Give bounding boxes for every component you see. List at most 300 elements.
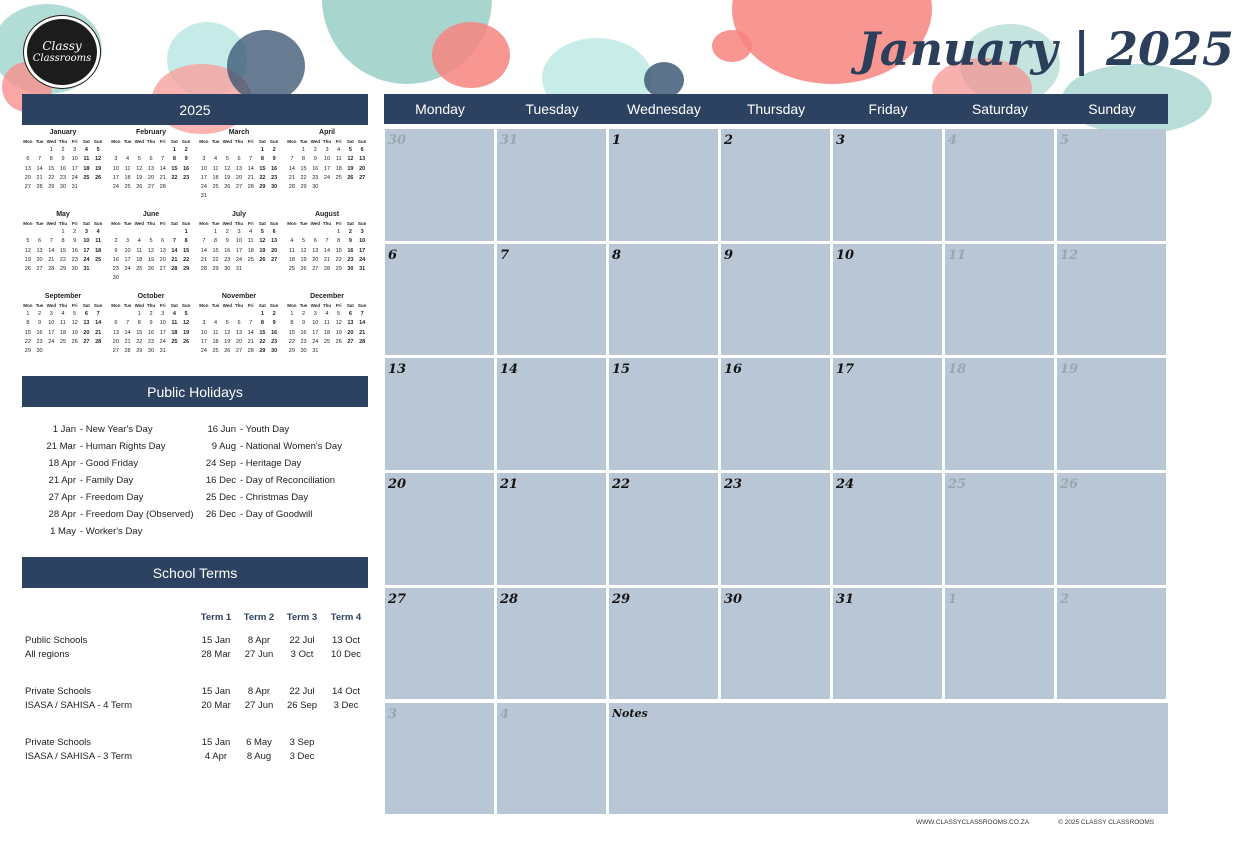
term-date: 4 Apr bbox=[204, 751, 228, 762]
mini-day: 30 bbox=[347, 266, 354, 273]
mini-day: 2 bbox=[38, 311, 42, 317]
mini-weekday: Sat bbox=[258, 139, 266, 144]
mini-day: 19 bbox=[259, 247, 266, 254]
mini-day: 24 bbox=[359, 256, 366, 263]
mini-day: 22 bbox=[212, 256, 219, 263]
day-cell[interactable] bbox=[833, 129, 942, 241]
mini-day: 14 bbox=[95, 320, 102, 327]
mini-day: 8 bbox=[260, 320, 264, 327]
mini-day: 26 bbox=[95, 174, 102, 181]
mini-day: 25 bbox=[212, 348, 219, 355]
mini-month-name: July bbox=[231, 211, 246, 218]
day-number: 24 bbox=[836, 477, 855, 493]
weekday-monday: Monday bbox=[415, 101, 465, 117]
weekday-friday: Friday bbox=[868, 101, 908, 117]
mini-day: 3 bbox=[325, 147, 329, 153]
mini-weekday: Sun bbox=[269, 221, 279, 226]
day-cell[interactable] bbox=[833, 473, 942, 585]
mini-day: 23 bbox=[300, 338, 307, 345]
mini-day: 10 bbox=[200, 165, 207, 172]
mini-month bbox=[22, 128, 104, 192]
mini-day: 5 bbox=[302, 238, 306, 245]
year-band bbox=[22, 94, 368, 125]
mini-day: 17 bbox=[48, 329, 55, 336]
day-cell[interactable] bbox=[721, 588, 830, 700]
mini-day: 21 bbox=[247, 338, 254, 345]
mini-day: 9 bbox=[272, 320, 276, 327]
mini-day: 4 bbox=[325, 311, 329, 317]
mini-day: 20 bbox=[271, 247, 278, 254]
mini-day: 20 bbox=[147, 174, 155, 181]
mini-day: 5 bbox=[225, 156, 229, 163]
mini-weekday: Wed bbox=[222, 221, 232, 226]
mini-month bbox=[22, 210, 104, 274]
mini-month bbox=[286, 292, 368, 356]
mini-day: 24 bbox=[312, 338, 319, 345]
day-cell[interactable] bbox=[385, 129, 494, 241]
mini-day: 13 bbox=[159, 247, 166, 254]
mini-day: 15 bbox=[288, 329, 295, 336]
terms-band bbox=[22, 557, 368, 588]
day-cell[interactable] bbox=[609, 358, 718, 470]
mini-day: 4 bbox=[84, 147, 88, 153]
mini-day: 26 bbox=[224, 184, 231, 191]
holiday-date: 16 Dec bbox=[205, 475, 236, 486]
mini-day bbox=[45, 228, 57, 237]
mini-day: 27 bbox=[83, 338, 90, 345]
day-number: 12 bbox=[1060, 247, 1079, 263]
day-number: 4 bbox=[500, 706, 510, 722]
mini-weekday: Tue bbox=[299, 139, 308, 144]
mini-day: 29 bbox=[300, 184, 307, 191]
mini-day: 6 bbox=[38, 238, 42, 245]
logo-line-2: Classrooms bbox=[32, 52, 92, 64]
mini-day: 12 bbox=[183, 320, 190, 327]
mini-day: 10 bbox=[83, 238, 90, 245]
holiday-item bbox=[202, 492, 308, 503]
holiday-date: 24 Sep bbox=[205, 458, 236, 469]
mini-day: 21 bbox=[323, 256, 331, 263]
mini-weekday: Fri bbox=[159, 221, 166, 226]
mini-weekday-row bbox=[286, 302, 368, 310]
mini-day: 7 bbox=[360, 311, 364, 317]
mini-day: 29 bbox=[335, 266, 342, 273]
mini-day: 6 bbox=[26, 156, 30, 163]
mini-day bbox=[286, 228, 298, 237]
mini-month-name: April bbox=[319, 129, 335, 136]
mini-day bbox=[198, 228, 210, 237]
mini-day: 14 bbox=[247, 165, 254, 172]
mini-weekday: Sat bbox=[346, 303, 354, 308]
mini-day: 28 bbox=[359, 338, 366, 345]
mini-day: 6 bbox=[237, 156, 241, 163]
mini-day: 30 bbox=[300, 348, 307, 355]
mini-weekday: Thu bbox=[322, 221, 332, 226]
mini-weekday: Sun bbox=[181, 139, 191, 144]
day-cell[interactable] bbox=[1057, 244, 1166, 356]
mini-day bbox=[122, 228, 134, 237]
mini-day: 26 bbox=[335, 338, 342, 345]
mini-day: 23 bbox=[312, 174, 319, 181]
mini-day: 11 bbox=[324, 320, 330, 327]
mini-day: 31 bbox=[83, 266, 90, 273]
mini-day: 13 bbox=[83, 320, 90, 327]
day-number: 22 bbox=[612, 477, 631, 493]
mini-day: 6 bbox=[360, 147, 364, 153]
mini-day: 19 bbox=[95, 165, 102, 172]
mini-weekday: Fri bbox=[247, 139, 254, 144]
day-cell[interactable] bbox=[385, 703, 494, 815]
mini-day: 15 bbox=[300, 165, 307, 172]
mini-day: 15 bbox=[48, 165, 55, 172]
mini-day: 3 bbox=[73, 147, 77, 153]
mini-days bbox=[198, 310, 280, 356]
mini-day: 2 bbox=[313, 147, 317, 153]
mini-day: 7 bbox=[325, 238, 329, 245]
mini-day: 1 bbox=[49, 147, 53, 153]
term-date: 14 Oct bbox=[332, 686, 360, 697]
mini-day: 12 bbox=[147, 247, 155, 254]
day-cell[interactable] bbox=[721, 473, 830, 585]
day-number: 4 bbox=[948, 133, 958, 148]
mini-weekday: Mon bbox=[287, 303, 297, 308]
mini-day: 26 bbox=[136, 184, 143, 191]
mini-weekday: Wed bbox=[46, 139, 56, 144]
mini-day: 18 bbox=[83, 165, 90, 172]
day-number: 21 bbox=[500, 477, 519, 493]
term-date: 3 Dec bbox=[333, 700, 359, 711]
day-cell[interactable] bbox=[497, 244, 606, 356]
mini-day: 24 bbox=[200, 348, 207, 355]
mini-day: 31 bbox=[159, 348, 166, 355]
mini-weekday: Mon bbox=[23, 139, 33, 144]
mini-day: 30 bbox=[71, 266, 78, 273]
day-cell[interactable] bbox=[609, 473, 718, 585]
mini-day: 4 bbox=[214, 156, 218, 163]
mini-weekday: Wed bbox=[222, 139, 232, 144]
day-cell[interactable] bbox=[721, 358, 830, 470]
mini-weekday: Mon bbox=[23, 221, 33, 226]
mini-month bbox=[198, 210, 280, 274]
day-cell[interactable] bbox=[1057, 358, 1166, 470]
day-cell[interactable] bbox=[609, 244, 718, 356]
mini-day: 15 bbox=[335, 247, 342, 254]
mini-day: 27 bbox=[159, 266, 166, 273]
mini-month bbox=[110, 292, 192, 356]
mini-day: 27 bbox=[36, 266, 43, 273]
mini-day: 29 bbox=[212, 266, 219, 273]
mini-day: 28 bbox=[323, 266, 331, 273]
mini-day: 10 bbox=[200, 329, 207, 336]
mini-month-name: December bbox=[310, 293, 344, 300]
mini-day: 5 bbox=[149, 238, 153, 245]
mini-weekday-row bbox=[22, 220, 104, 228]
mini-weekday: Sat bbox=[170, 139, 178, 144]
mini-day: 11 bbox=[124, 165, 131, 172]
mini-weekday-row bbox=[22, 302, 104, 310]
mini-days bbox=[110, 228, 192, 284]
holiday-date: 9 Aug bbox=[211, 441, 236, 452]
day-cell[interactable] bbox=[945, 244, 1054, 356]
day-cell[interactable] bbox=[385, 244, 494, 356]
mini-day: 2 bbox=[225, 229, 229, 235]
holiday-name: - Human Rights Day bbox=[80, 441, 166, 452]
mini-day: 11 bbox=[335, 156, 342, 163]
holiday-item bbox=[202, 475, 335, 486]
mini-day: 16 bbox=[312, 165, 319, 172]
mini-day: 30 bbox=[224, 266, 231, 273]
day-cell[interactable] bbox=[945, 358, 1054, 470]
mini-day: 24 bbox=[323, 174, 331, 181]
mini-day: 4 bbox=[126, 156, 130, 163]
mini-day: 30 bbox=[36, 348, 43, 355]
mini-day: 14 bbox=[48, 247, 55, 254]
day-cell[interactable] bbox=[945, 588, 1054, 700]
day-number: 20 bbox=[388, 477, 407, 493]
day-cell[interactable] bbox=[497, 588, 606, 700]
mini-day bbox=[298, 228, 310, 237]
mini-day: 22 bbox=[59, 256, 67, 263]
holiday-name: - Worker's Day bbox=[80, 526, 143, 537]
mini-day: 30 bbox=[147, 348, 155, 355]
day-cell[interactable] bbox=[833, 588, 942, 700]
holiday-item bbox=[30, 424, 153, 435]
mini-day: 24 bbox=[112, 184, 119, 191]
mini-day: 26 bbox=[183, 338, 190, 345]
mini-day: 6 bbox=[237, 320, 241, 327]
day-cell[interactable] bbox=[385, 588, 494, 700]
mini-day: 23 bbox=[112, 266, 119, 273]
mini-day: 19 bbox=[136, 174, 143, 181]
mini-day bbox=[22, 146, 34, 155]
mini-day: 17 bbox=[235, 247, 243, 254]
mini-weekday: Wed bbox=[46, 303, 56, 308]
mini-day: 13 bbox=[147, 165, 155, 172]
mini-day: 1 bbox=[337, 229, 341, 235]
year-title: 2025 bbox=[179, 101, 211, 118]
mini-weekday-row bbox=[22, 138, 104, 146]
mini-day: 3 bbox=[202, 156, 206, 163]
mini-day: 3 bbox=[161, 311, 165, 317]
mini-day: 29 bbox=[259, 348, 266, 355]
mini-weekday: Tue bbox=[299, 221, 308, 226]
mini-day: 1 bbox=[184, 229, 188, 235]
mini-day: 7 bbox=[249, 156, 253, 163]
mini-day: 7 bbox=[96, 311, 100, 317]
mini-day: 26 bbox=[224, 348, 231, 355]
day-cell[interactable] bbox=[945, 473, 1054, 585]
day-cell[interactable] bbox=[609, 588, 718, 700]
mini-day bbox=[145, 146, 157, 155]
holiday-item bbox=[30, 458, 138, 469]
day-cell[interactable] bbox=[833, 244, 942, 356]
day-cell[interactable] bbox=[721, 129, 830, 241]
mini-weekday: Mon bbox=[287, 221, 297, 226]
term-row-label: Private Schools bbox=[25, 737, 92, 748]
mini-weekday: Thu bbox=[322, 303, 332, 308]
term-row-label: Private Schools bbox=[25, 686, 92, 697]
mini-days bbox=[110, 310, 192, 356]
mini-day: 15 bbox=[136, 329, 143, 336]
day-cell[interactable] bbox=[721, 244, 830, 356]
mini-day: 10 bbox=[48, 320, 55, 327]
mini-day: 12 bbox=[71, 320, 78, 327]
footer-copyright: © 2025 CLASSY CLASSROOMS bbox=[1058, 819, 1155, 826]
mini-day: 18 bbox=[212, 174, 219, 181]
mini-weekday: Mon bbox=[199, 221, 209, 226]
mini-weekday: Fri bbox=[71, 303, 78, 308]
mini-day: 28 bbox=[48, 266, 55, 273]
mini-day: 12 bbox=[95, 156, 102, 163]
mini-day: 9 bbox=[61, 156, 65, 163]
mini-day: 10 bbox=[124, 247, 131, 254]
day-cell[interactable] bbox=[833, 358, 942, 470]
mini-day: 1 bbox=[260, 147, 264, 153]
day-number: 2 bbox=[724, 133, 734, 148]
mini-month-name: November bbox=[221, 293, 257, 300]
mini-day: 2 bbox=[272, 147, 276, 153]
mini-day bbox=[221, 146, 233, 155]
mini-weekday: Thu bbox=[58, 221, 68, 226]
day-cell[interactable] bbox=[385, 358, 494, 470]
mini-day: 21 bbox=[159, 174, 166, 181]
mini-day bbox=[34, 228, 46, 237]
day-cell[interactable] bbox=[497, 703, 606, 815]
mini-day: 20 bbox=[312, 256, 319, 263]
mini-day: 31 bbox=[200, 193, 207, 200]
mini-weekday: Fri bbox=[71, 139, 78, 144]
mini-day: 4 bbox=[249, 229, 253, 235]
mini-day bbox=[157, 146, 169, 155]
mini-day: 17 bbox=[359, 247, 366, 254]
day-cell[interactable] bbox=[609, 129, 718, 241]
holiday-date: 21 Mar bbox=[46, 441, 76, 452]
mini-day: 17 bbox=[200, 174, 207, 181]
mini-day: 13 bbox=[347, 320, 354, 327]
mini-day bbox=[245, 310, 257, 319]
mini-day: 14 bbox=[36, 165, 43, 172]
mini-day: 17 bbox=[200, 338, 207, 345]
day-number: 15 bbox=[612, 362, 631, 378]
mini-weekday: Sun bbox=[269, 139, 279, 144]
mini-day: 2 bbox=[272, 311, 276, 317]
day-cell[interactable] bbox=[1057, 588, 1166, 700]
mini-day: 26 bbox=[300, 266, 307, 273]
holiday-item bbox=[30, 492, 143, 503]
mini-day: 4 bbox=[214, 320, 218, 327]
holiday-item bbox=[202, 441, 342, 452]
holiday-name: - New Year's Day bbox=[80, 424, 153, 435]
mini-day: 29 bbox=[24, 348, 31, 355]
day-cell[interactable] bbox=[1057, 129, 1166, 241]
mini-day: 12 bbox=[136, 165, 143, 172]
mini-day bbox=[233, 310, 245, 319]
mini-day: 13 bbox=[312, 247, 319, 254]
mini-weekday: Wed bbox=[222, 303, 232, 308]
mini-day: 20 bbox=[347, 329, 354, 336]
day-cell[interactable] bbox=[497, 473, 606, 585]
mini-weekday: Sat bbox=[170, 303, 178, 308]
mini-weekday-row bbox=[286, 138, 368, 146]
mini-days bbox=[22, 146, 104, 192]
mini-day: 5 bbox=[225, 320, 229, 327]
mini-weekday: Thu bbox=[322, 139, 332, 144]
mini-weekday: Fri bbox=[247, 303, 254, 308]
day-number: 1 bbox=[948, 591, 958, 607]
mini-day: 25 bbox=[83, 174, 90, 181]
holiday-item bbox=[202, 424, 289, 435]
holiday-item bbox=[30, 441, 166, 452]
day-number: 11 bbox=[948, 247, 967, 263]
mini-day: 12 bbox=[224, 329, 231, 336]
mini-day: 16 bbox=[147, 329, 155, 336]
mini-day: 30 bbox=[271, 184, 278, 191]
mini-day: 22 bbox=[136, 338, 143, 345]
mini-day: 22 bbox=[183, 256, 190, 263]
mini-day: 2 bbox=[348, 229, 352, 235]
mini-day: 6 bbox=[114, 320, 118, 327]
mini-weekday: Mon bbox=[199, 303, 209, 308]
mini-weekday: Sun bbox=[357, 221, 367, 226]
term-date: 15 Jan bbox=[201, 686, 231, 697]
holiday-date: 27 Apr bbox=[48, 492, 76, 503]
mini-day: 9 bbox=[348, 238, 352, 245]
day-cell[interactable] bbox=[945, 129, 1054, 241]
mini-weekday: Wed bbox=[310, 221, 320, 226]
mini-day: 5 bbox=[260, 229, 264, 235]
mini-day: 9 bbox=[149, 320, 153, 327]
holidays-title: Public Holidays bbox=[147, 383, 243, 400]
mini-weekday: Fri bbox=[159, 303, 166, 308]
day-cell[interactable] bbox=[497, 129, 606, 241]
mini-day: 16 bbox=[59, 165, 67, 172]
holiday-date: 21 Apr bbox=[48, 475, 76, 486]
mini-day: 11 bbox=[136, 247, 143, 254]
day-cell[interactable] bbox=[1057, 473, 1166, 585]
mini-day: 20 bbox=[159, 256, 166, 263]
mini-day: 13 bbox=[24, 165, 31, 172]
mini-day bbox=[110, 310, 122, 319]
holiday-name: - Day of Reconciliation bbox=[240, 475, 336, 486]
day-cell[interactable] bbox=[497, 358, 606, 470]
mini-day: 14 bbox=[359, 320, 366, 327]
mini-day: 25 bbox=[171, 338, 178, 345]
mini-day: 27 bbox=[147, 184, 155, 191]
mini-day: 9 bbox=[38, 320, 42, 327]
mini-day: 23 bbox=[59, 174, 67, 181]
mini-day: 20 bbox=[83, 329, 90, 336]
mini-day: 30 bbox=[59, 184, 67, 191]
mini-day: 11 bbox=[212, 329, 219, 336]
mini-weekday: Tue bbox=[211, 221, 220, 226]
mini-day: 8 bbox=[137, 320, 141, 327]
mini-day: 25 bbox=[247, 256, 254, 263]
mini-day: 16 bbox=[112, 256, 119, 263]
mini-day: 1 bbox=[290, 311, 294, 317]
day-number: 13 bbox=[388, 362, 407, 378]
mini-month bbox=[198, 292, 280, 356]
mini-day: 1 bbox=[26, 311, 30, 317]
mini-day: 23 bbox=[36, 338, 43, 345]
mini-day: 11 bbox=[83, 156, 90, 163]
day-number: 18 bbox=[948, 362, 967, 378]
day-cell[interactable] bbox=[385, 473, 494, 585]
notes-area[interactable] bbox=[609, 703, 1168, 815]
mini-day: 16 bbox=[36, 329, 43, 336]
mini-day: 15 bbox=[59, 247, 67, 254]
mini-day: 2 bbox=[114, 238, 118, 245]
mini-day: 22 bbox=[48, 174, 55, 181]
